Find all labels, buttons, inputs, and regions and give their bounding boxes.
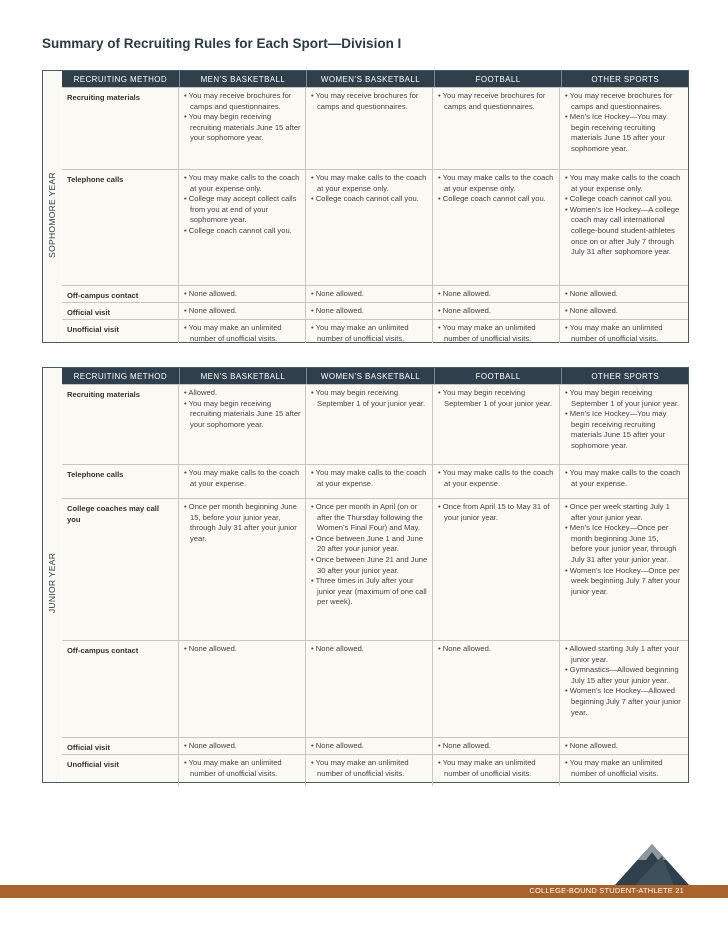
table-cell: [179, 320, 306, 343]
bullet-item: • None allowed.: [183, 741, 301, 752]
table-cell: [433, 170, 560, 285]
table-cell: [179, 641, 306, 737]
table-cell: [179, 88, 306, 169]
table-cell: [560, 499, 686, 640]
bullet-item: • None allowed.: [310, 289, 428, 300]
bullet-item: • Allowed.: [183, 388, 301, 399]
bullet-item: • College may accept collect calls from you at end of your sophomore year.: [183, 194, 301, 226]
bullet-item: • None allowed.: [183, 289, 301, 300]
junior-year-table: [42, 367, 689, 783]
table-cell: [560, 755, 686, 786]
table-cell: [179, 286, 306, 302]
bullet-item: • Once between June 21 and June 30 after your junior year.: [310, 555, 428, 576]
bullet-item: • College coach cannot call you.: [437, 194, 555, 205]
bullet-item: • Women’s Ice Hockey—Once per week beginning July 7 after your junior year.: [564, 566, 682, 598]
bullet-item: • You may make calls to the coach at your expense only.: [564, 173, 682, 194]
row-label: Recruiting materials: [62, 88, 179, 169]
table-cell: [306, 320, 433, 343]
bullet-item: • You may receive brochures for camps and questionnaires.: [183, 91, 301, 112]
column-header: FOOTBALL: [435, 71, 563, 87]
bullet-item: • You may make an unlimited number of unofficial visits.: [564, 758, 682, 779]
table-cell: [433, 641, 560, 737]
table-row: [62, 319, 688, 343]
row-label: Recruiting materials: [62, 385, 179, 464]
bullet-item: • You may receive brochures for camps and questionnaires.: [310, 91, 428, 112]
bullet-item: • None allowed.: [183, 644, 301, 655]
table-cell: [560, 286, 686, 302]
bullet-item: • Allowed starting July 1 after your junior year.: [564, 644, 682, 665]
bullet-item: • Women’s Ice Hockey—Allowed beginning July 7 after your junior year.: [564, 686, 682, 718]
bullet-item: • Once per month in April (on or after the Thursday following the Women’s Final Four) and May.: [310, 502, 428, 534]
table-cell: [433, 320, 560, 343]
bullet-item: • Once from April 15 to May 31 of your junior year.: [437, 502, 555, 523]
row-label: Official visit: [62, 303, 179, 319]
table-row: [62, 464, 688, 498]
table-cell: [433, 286, 560, 302]
table-cell: [433, 303, 560, 319]
row-label: Off-campus contact: [62, 641, 179, 737]
bullet-item: • You may begin receiving September 1 of your junior year.: [310, 388, 428, 409]
bullet-item: • You may make an unlimited number of unofficial visits.: [564, 323, 682, 344]
table-cell: [179, 465, 306, 498]
table-cell: [179, 385, 306, 464]
bullet-item: • None allowed.: [183, 306, 301, 317]
bullet-item: • Once per month beginning June 15, before your junior year, through July 31 after your junior year.: [183, 502, 301, 544]
table-cell: [306, 641, 433, 737]
section-label-sidebar: [43, 87, 62, 342]
bullet-item: • You may make calls to the coach at your expense.: [183, 468, 301, 489]
table-cell: [433, 755, 560, 786]
bullet-item: • You may begin receiving recruiting materials June 15 after your sophomore year.: [183, 112, 301, 144]
bullet-item: • Once per week starting July 1 after your junior year.: [564, 502, 682, 523]
bullet-item: • You may make calls to the coach at your expense only.: [437, 173, 555, 194]
table-cell: [560, 465, 686, 498]
table-header: [62, 71, 688, 87]
table-cell: [433, 738, 560, 754]
table-cell: [433, 385, 560, 464]
table-cell: [306, 499, 433, 640]
table-cell: [433, 465, 560, 498]
bullet-item: • Men’s Ice Hockey—Once per month beginning June 15, before your junior year, through July 31 after your junior year.: [564, 523, 682, 565]
footer-bar: [0, 885, 728, 898]
column-header: RECRUITING METHOD: [62, 71, 180, 87]
table-cell: [560, 641, 686, 737]
bullet-item: • You may make calls to the coach at your expense only.: [310, 173, 428, 194]
bullet-item: • None allowed.: [564, 289, 682, 300]
table-cell: [306, 170, 433, 285]
footer-text: COLLEGE-BOUND STUDENT-ATHLETE 21: [529, 886, 684, 895]
bullet-item: • Men’s Ice Hockey—You may begin receiving recruiting materials June 15 after your sophomore year.: [564, 409, 682, 451]
table-row: [62, 87, 688, 169]
table-cell: [306, 385, 433, 464]
table-cell: [433, 88, 560, 169]
column-header: FOOTBALL: [435, 368, 563, 384]
table-cell: [179, 499, 306, 640]
table-cell: [179, 170, 306, 285]
bullet-item: • You may begin receiving recruiting materials June 15 after your sophomore year.: [183, 399, 301, 431]
bullet-item: • None allowed.: [310, 644, 428, 655]
bullet-item: • You may make an unlimited number of unofficial visits.: [310, 758, 428, 779]
bullet-item: • You may make an unlimited number of unofficial visits.: [183, 323, 301, 344]
table-cell: [560, 738, 686, 754]
table-grid: [62, 71, 688, 342]
table-cell: [306, 88, 433, 169]
table-cell: [560, 303, 686, 319]
bullet-item: • Once between June 1 and June 20 after your junior year.: [310, 534, 428, 555]
column-header: WOMEN’S BASKETBALL: [307, 368, 435, 384]
bullet-item: • Three times in July after your junior year (maximum of one call per week).: [310, 576, 428, 608]
row-label: Telephone calls: [62, 465, 179, 498]
bullet-item: • You may make an unlimited number of unofficial visits.: [437, 758, 555, 779]
table-cell: [306, 465, 433, 498]
section-label-sidebar: [43, 384, 62, 782]
bullet-item: • None allowed.: [437, 644, 555, 655]
table-row: [62, 302, 688, 319]
bullet-item: • You may make calls to the coach at your expense.: [310, 468, 428, 489]
bullet-item: • You may begin receiving September 1 of your junior year.: [437, 388, 555, 409]
table-cell: [560, 170, 686, 285]
table-cell: [306, 286, 433, 302]
column-header: OTHER SPORTS: [591, 371, 660, 381]
bullet-item: • Gymnastics—Allowed beginning July 15 after your junior year.: [564, 665, 682, 686]
bullet-item: • Men’s Ice Hockey—You may begin receiving recruiting materials June 15 after your sophomore year.: [564, 112, 682, 154]
section-label: SOPHOMORE YEAR: [47, 171, 57, 258]
page-title: Summary of Recruiting Rules for Each Sport—Division I: [42, 36, 402, 51]
row-label: Official visit: [62, 738, 179, 754]
section-label: JUNIOR YEAR: [47, 552, 57, 614]
bullet-item: • None allowed.: [437, 741, 555, 752]
sophomore-year-table: [42, 70, 689, 343]
row-label: Off-campus contact: [62, 286, 179, 302]
table-cell: [179, 303, 306, 319]
table-cell: [179, 755, 306, 786]
table-row: [62, 169, 688, 285]
table-row: [62, 285, 688, 302]
bullet-item: • None allowed.: [310, 741, 428, 752]
bullet-item: • Women’s Ice Hockey—A college coach may call international college-bound student-athletes once on or after July 7 through July 31 after sophomore year.: [564, 205, 682, 258]
mountain-logo-icon: [614, 838, 690, 886]
row-label: Telephone calls: [62, 170, 179, 285]
table-cell: [306, 755, 433, 786]
table-row: [62, 384, 688, 464]
row-label: College coaches may call you: [62, 499, 179, 640]
bullet-item: • None allowed.: [564, 741, 682, 752]
bullet-item: • None allowed.: [437, 306, 555, 317]
table-cell: [306, 303, 433, 319]
bullet-item: • College coach cannot call you.: [564, 194, 682, 205]
table-cell: [306, 738, 433, 754]
table-cell: [560, 320, 686, 343]
column-header: MEN’S BASKETBALL: [180, 71, 308, 87]
bullet-item: • None allowed.: [437, 289, 555, 300]
table-header: [62, 368, 688, 384]
bullet-item: • You may make an unlimited number of unofficial visits.: [310, 323, 428, 344]
row-label: Unofficial visit: [62, 320, 179, 343]
bullet-item: • You may receive brochures for camps and questionnaires.: [564, 91, 682, 112]
table-cell: [560, 385, 686, 464]
row-label: Unofficial visit: [62, 755, 179, 786]
column-header: RECRUITING METHOD: [62, 368, 180, 384]
table-cell: [433, 499, 560, 640]
table-cell: [179, 738, 306, 754]
column-header: OTHER SPORTS: [591, 74, 660, 84]
bullet-item: • None allowed.: [310, 306, 428, 317]
bullet-item: • You may make an unlimited number of unofficial visits.: [437, 323, 555, 344]
column-header: WOMEN’S BASKETBALL: [307, 71, 435, 87]
bullet-item: • You may make calls to the coach at your expense.: [564, 468, 682, 489]
bullet-item: • College coach cannot call you.: [310, 194, 428, 205]
bullet-item: • You may begin receiving September 1 of your junior year.: [564, 388, 682, 409]
table-row: [62, 754, 688, 786]
bullet-item: • You may make an unlimited number of unofficial visits.: [183, 758, 301, 779]
bullet-item: • You may make calls to the coach at your expense.: [437, 468, 555, 489]
bullet-item: • College coach cannot call you.: [183, 226, 301, 237]
table-row: [62, 640, 688, 737]
bullet-item: • None allowed.: [564, 306, 682, 317]
table-cell: [560, 88, 686, 169]
column-header: MEN’S BASKETBALL: [180, 368, 308, 384]
bullet-item: • You may make calls to the coach at your expense only.: [183, 173, 301, 194]
table-row: [62, 498, 688, 640]
table-row: [62, 737, 688, 754]
table-grid: [62, 368, 688, 782]
bullet-item: • You may receive brochures for camps and questionnaires.: [437, 91, 555, 112]
